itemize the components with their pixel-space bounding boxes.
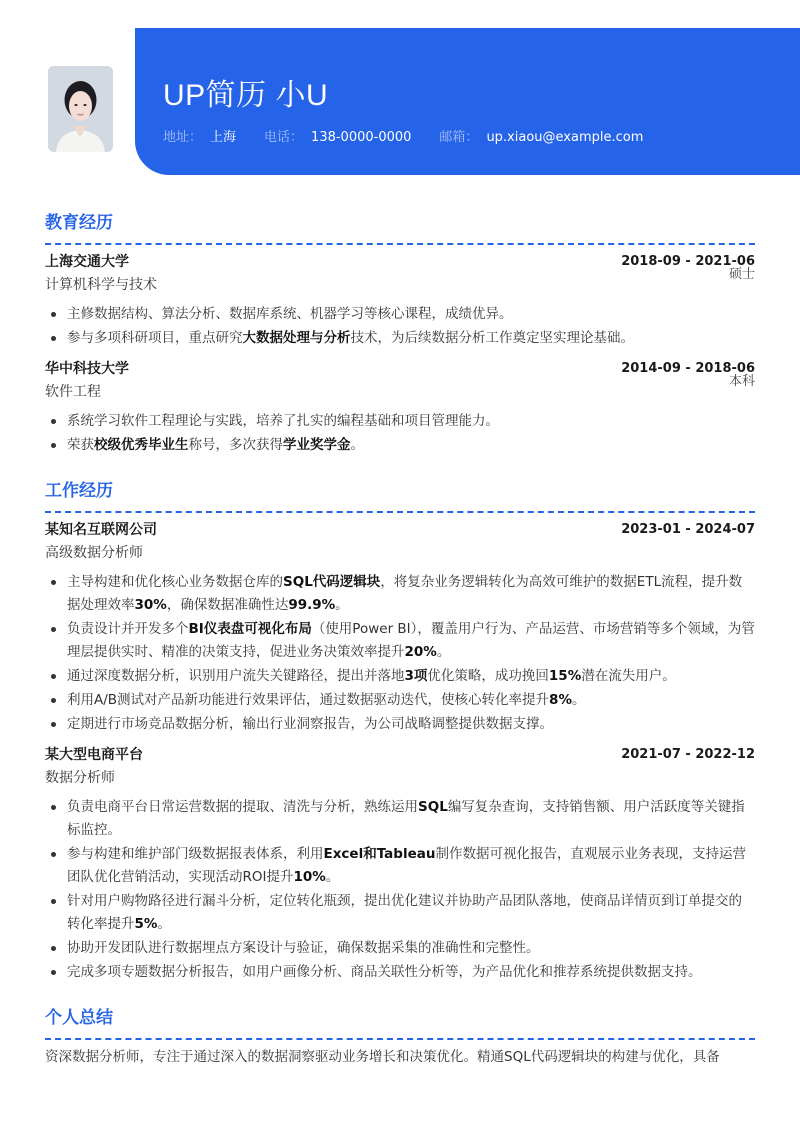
degree: 本科 [728,374,755,389]
degree: 硕士 [728,267,755,282]
work-entry [45,744,755,984]
education-section [45,209,755,457]
bullet-item: 针对用户购物路径进行漏斗分析，定位转化瓶颈，提出优化建议并协助产品团队落地，使商品详情页到订单提交的转化率提升5%。 [45,890,755,936]
profile-photo [48,66,113,152]
candidate-name: UP简历 小U [163,79,329,112]
contact-email [439,129,643,147]
education-entry [45,251,755,350]
school-name: 上海交通大学 [45,254,129,270]
bullet-item: 定期进行市场竞品数据分析，输出行业洞察报告，为公司战略调整提供数据支撑。 [45,713,755,736]
bullet-item: 参与构建和维护部门级数据报表体系，利用Excel和Tableau制作数据可视化报告，直观展示业务表现，支持运营团队优化营销活动，实现活动ROI提升10%。 [45,843,755,889]
school-name: 华中科技大学 [45,361,129,377]
section-title-work: 工作经历 [45,481,113,501]
bullet-list [45,410,755,457]
bullet-list [45,796,755,984]
bullet-item: 系统学习软件工程理论与实践，培养了扎实的编程基础和项目管理能力。 [45,410,755,433]
bullet-item: 负责电商平台日常运营数据的提取、清洗与分析，熟练运用SQL编写复杂查询，支持销售额、用户活跃度等关键指标监控。 [45,796,755,842]
bullet-item: 主导构建和优化核心业务数据仓库的SQL代码逻辑块，将复杂业务逻辑转化为高效可维护的数据ETL流程，提升数据处理效率30%，确保数据准确性达99.9%。 [45,571,755,617]
date-range: 2014-09 - 2018-06 [621,361,755,376]
job-title: 高级数据分析师 [45,545,143,561]
summary-section [45,1004,755,1069]
bullet-item: 通过深度数据分析，识别用户流失关键路径，提出并落地3项优化策略，成功挽回15%潜在流失用户。 [45,665,755,688]
bullet-item: 负责设计并开发多个BI仪表盘可视化布局（使用Power BI），覆盖用户行为、产品运营、市场营销等多个领域，为管理层提供实时、精准的决策支持，促进业务决策效率提升20%。 [45,618,755,664]
phone-value: 138-0000-0000 [311,130,412,145]
education-entry [45,358,755,457]
work-entry [45,519,755,736]
section-divider [45,511,755,513]
company-name: 某知名互联网公司 [45,522,157,538]
job-title: 数据分析师 [45,770,115,786]
bullet-item: 主修数据结构、算法分析、数据库系统、机器学习等核心课程，成绩优异。 [45,303,755,326]
bullet-list [45,303,755,350]
major: 计算机科学与技术 [45,277,157,293]
resume-body [45,209,755,1089]
section-divider [45,1038,755,1040]
contact-address [163,129,236,147]
bullet-item: 荣获校级优秀毕业生称号，多次获得学业奖学金。 [45,434,755,457]
summary-text: 资深数据分析师，专注于通过深入的数据洞察驱动业务增长和决策优化。精通SQL代码逻辑块的构建与优化，具备 [45,1049,720,1065]
bullet-item: 参与多项科研项目，重点研究大数据处理与分析技术，为后续数据分析工作奠定坚实理论基础。 [45,327,755,350]
bullet-item: 利用A/B测试对产品新功能进行效果评估，通过数据驱动迭代，使核心转化率提升8%。 [45,689,755,712]
person-portrait-icon [48,66,113,152]
bullet-item: 协助开发团队进行数据埋点方案设计与验证，确保数据采集的准确性和完整性。 [45,937,755,960]
date-range: 2021-07 - 2022-12 [621,747,755,762]
email-value[interactable]: up.xiaou@example.com [486,130,644,145]
bullet-item: 完成多项专题数据分析报告，如用户画像分析、商品关联性分析等，为产品优化和推荐系统提供数据支持。 [45,961,755,984]
bullet-list [45,571,755,736]
section-divider [45,243,755,245]
email-label: 邮箱： [439,130,479,145]
address-label: 地址： [163,130,203,145]
section-title-education: 教育经历 [45,213,113,233]
contact-info [163,129,671,147]
date-range: 2018-09 - 2021-06 [621,254,755,269]
date-range: 2023-01 - 2024-07 [621,522,755,537]
section-title-summary: 个人总结 [45,1008,113,1028]
work-section [45,477,755,984]
address-value: 上海 [210,130,237,145]
company-name: 某大型电商平台 [45,747,143,763]
contact-phone [264,129,411,147]
major: 软件工程 [45,384,101,400]
phone-label: 电话： [264,130,304,145]
